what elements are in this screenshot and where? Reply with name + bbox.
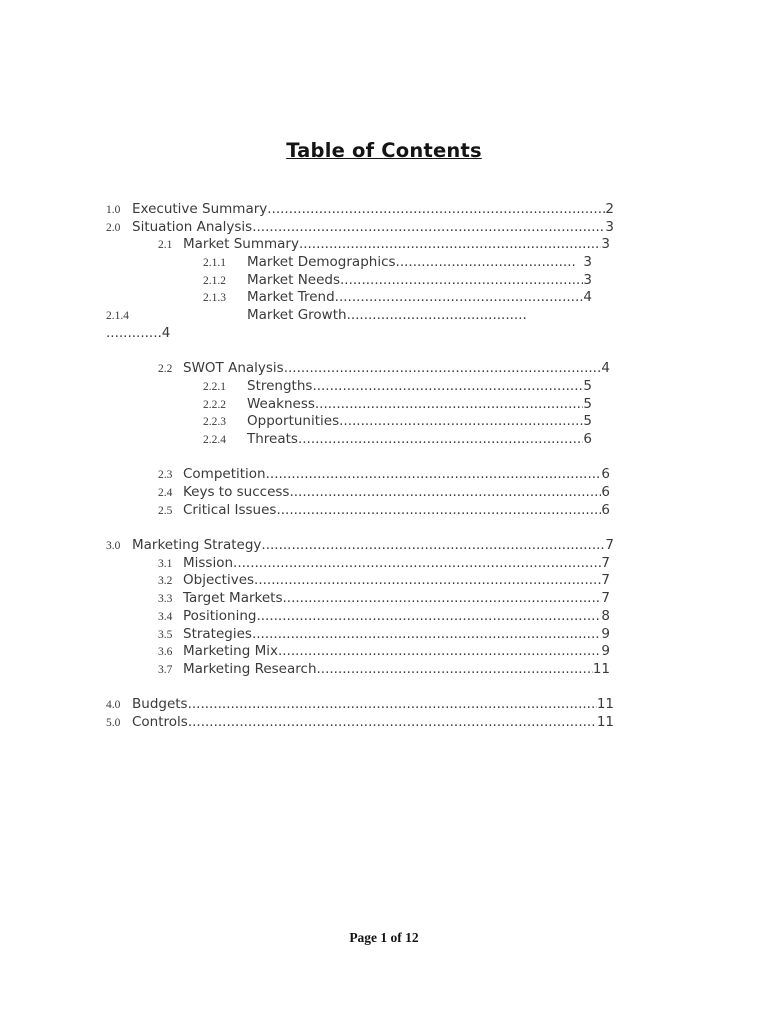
toc-entry-label: Market Summary: [183, 236, 299, 253]
toc-entry-number: 2.1.4: [106, 310, 129, 323]
toc-entry: [106, 626, 614, 644]
toc-entry-number: 2.1.1: [203, 257, 226, 270]
toc-entry: [106, 378, 614, 396]
toc-entry: [106, 236, 614, 254]
toc-entry-label: Strategies: [183, 625, 252, 642]
toc-entry-page: 6: [583, 430, 592, 447]
page-footer: Page 1 of 12: [349, 930, 419, 945]
toc-entry-page: 5: [583, 413, 592, 430]
toc-entry-label: Target Markets: [183, 590, 283, 607]
toc-entry-page: 3: [574, 254, 592, 271]
toc-entry-number: 2.3: [158, 469, 173, 482]
toc-leader-dots: [335, 289, 584, 307]
toc-leader-dots: [284, 360, 602, 378]
toc-entry: [106, 661, 614, 679]
toc-leader-dots: [340, 272, 583, 290]
toc-entry-number: 2.2.4: [203, 433, 226, 446]
toc-entry-page: 9: [601, 625, 610, 642]
toc-entry-page: 7: [601, 554, 610, 571]
toc-entry: [106, 714, 614, 732]
toc-entry-number: 3.6: [158, 646, 173, 659]
toc-entry-label: SWOT Analysis: [183, 360, 284, 377]
toc-leader-dots: [339, 413, 583, 431]
toc-leader-dots: [299, 236, 601, 254]
toc-entry-number: 3.5: [158, 628, 173, 641]
toc-entry: [106, 413, 614, 431]
toc-leader-dots: [252, 219, 605, 237]
toc-entry-label: Positioning: [183, 607, 257, 624]
toc-entry-number: 2.2.2: [203, 398, 226, 411]
toc-entry-page: 7: [605, 537, 614, 554]
toc-entry-label: Market Needs: [247, 271, 341, 288]
toc-entry: [106, 537, 614, 555]
toc-entry-page: 6: [601, 484, 610, 500]
toc-entry: [106, 643, 614, 661]
toc-entry-number: 3.4: [158, 610, 173, 623]
toc-entry-page: 2: [605, 201, 614, 217]
toc-spacer: [106, 343, 614, 361]
toc-leader-dots: [254, 572, 601, 590]
page-title: Table of Contents: [286, 139, 482, 162]
toc-leader-dots: [289, 484, 601, 502]
toc-entry: [106, 696, 614, 714]
toc-entry-page: 6: [601, 466, 610, 483]
toc-entry-number: 2.1.2: [203, 274, 226, 287]
toc-entry-label: Strengths: [247, 377, 313, 394]
toc-leader-dots: [233, 555, 601, 573]
toc-entry: [106, 289, 614, 307]
toc-entry: [106, 396, 614, 414]
toc-leader-dots: [315, 396, 584, 414]
toc-leader-dots: [266, 466, 602, 484]
toc-entry-label: Market Trend: [247, 289, 335, 306]
toc-entry: [106, 254, 614, 272]
toc-entry-number: 3.7: [158, 663, 173, 676]
toc-leader-dots: [276, 502, 601, 520]
toc-entry-page: 8: [601, 607, 610, 624]
toc-leader-dots: [188, 714, 597, 732]
toc-entry: [106, 608, 614, 626]
toc-entry-page: 4: [601, 360, 610, 377]
toc-entry-number: 2.0: [106, 221, 121, 234]
toc-entry-label: Market Growth..........................................: [247, 307, 527, 324]
toc-entry-label: Executive Summary: [132, 201, 268, 217]
toc-entry-number: 3.1: [158, 557, 173, 570]
toc-entry-page: 7: [601, 572, 610, 589]
toc-entry-label: Marketing Strategy: [132, 537, 262, 554]
toc-entry-label: Keys to success: [183, 484, 290, 500]
toc-entry-number: 3.2: [158, 575, 173, 588]
toc-entry-label: .............4: [106, 324, 171, 341]
toc-leader-dots: [252, 626, 601, 644]
toc-leader-dots: [396, 254, 575, 272]
toc-entry-label: Controls: [132, 713, 188, 730]
toc-entry-page: 3: [583, 271, 592, 288]
toc-entry: [106, 325, 614, 343]
toc-entry: [106, 272, 614, 290]
toc-entry-page: 11: [592, 660, 610, 677]
toc-entry-label: Objectives: [183, 572, 255, 589]
toc-list: [106, 201, 614, 732]
toc-entry-label: Threats: [247, 430, 298, 447]
toc-entry: [106, 502, 614, 520]
toc-entry-number: 5.0: [106, 716, 121, 729]
toc-leader-dots: [256, 608, 601, 626]
toc-entry-number: 3.3: [158, 593, 173, 606]
toc-leader-dots: [278, 643, 601, 661]
toc-entry-label: Weakness: [247, 395, 315, 412]
toc-entry-page: 3: [601, 236, 610, 253]
toc-entry-page: 11: [596, 713, 614, 730]
toc-entry-number: 1.0: [106, 204, 121, 216]
toc-entry-number: 2.2: [158, 363, 173, 376]
toc-spacer: [106, 449, 614, 467]
toc-entry-label: Budgets: [132, 696, 188, 713]
toc-leader-dots: [312, 378, 583, 396]
toc-entry: [106, 484, 614, 502]
toc-entry-label: Competition: [183, 466, 266, 483]
toc-entry-page: 5: [583, 395, 592, 412]
toc-entry-label: Situation Analysis: [132, 218, 253, 235]
toc-entry: [106, 431, 614, 449]
toc-entry: [106, 572, 614, 590]
toc-spacer: [106, 519, 614, 537]
toc-entry: [106, 555, 614, 573]
toc-entry-label: Opportunities: [247, 413, 340, 430]
toc-leader-dots: [267, 201, 605, 219]
toc-entry-number: 2.5: [158, 504, 173, 517]
toc-entry-page: 11: [596, 696, 614, 713]
toc-entry-number: 4.0: [106, 699, 121, 712]
toc-entry-page: 3: [605, 218, 614, 235]
toc-entry-label: Marketing Mix: [183, 643, 278, 660]
toc-entry-number: 2.1: [158, 239, 173, 252]
toc-entry: [106, 466, 614, 484]
toc-entry-number: 2.2.1: [203, 380, 226, 393]
toc-entry: [106, 219, 614, 237]
toc-entry-page: 5: [583, 377, 592, 394]
toc-leader-dots: [283, 590, 602, 608]
toc-leader-dots: [261, 537, 605, 555]
toc-entry-page: 7: [601, 590, 610, 607]
toc-entry: [106, 360, 614, 378]
toc-entry-number: 2.1.3: [203, 292, 226, 305]
toc-entry-label: Marketing Research: [183, 660, 317, 677]
toc-entry-label: Critical Issues: [183, 501, 277, 518]
toc-entry-page: 9: [601, 643, 610, 660]
toc-spacer: [106, 679, 614, 697]
toc-entry-page: 4: [583, 289, 592, 306]
toc-entry-number: 2.4: [158, 487, 173, 499]
toc-leader-dots: [298, 431, 583, 449]
toc-entry-label: Market Demographics: [247, 254, 396, 271]
toc-entry-number: 3.0: [106, 540, 121, 553]
toc-leader-dots: [317, 661, 593, 679]
toc-entry: [106, 590, 614, 608]
toc-entry-number: 2.2.3: [203, 416, 226, 429]
toc-entry: [106, 201, 614, 219]
toc-entry-page: 6: [601, 501, 610, 518]
toc-entry-label: Mission: [183, 554, 234, 571]
toc-leader-dots: [188, 696, 597, 714]
toc-entry: [106, 307, 614, 325]
